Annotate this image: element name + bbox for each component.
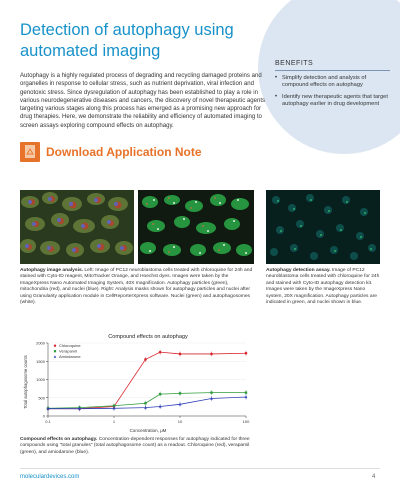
page-title: Detection of autophagy using automated imaging	[20, 21, 234, 60]
caption-text: Concentration-dependent responses for autophagy indicated for three compounds using "total granules" (total autophagosome count) as a readout. Chloroquine (red), verapamil (green), and amiodarone (blue).	[20, 437, 250, 455]
benefits-box	[275, 60, 393, 113]
bullet-icon: •	[275, 75, 278, 81]
data-point	[179, 392, 181, 394]
page-number: 4	[372, 474, 376, 480]
legend-label: Amiodarone	[59, 354, 81, 359]
figure-caption-compound-effects	[20, 437, 256, 456]
y-tick-label: 1000	[36, 377, 45, 382]
caption-text: Image of PC12 neuroblastoma cells treated with chloroquine for 24h and stained with Cyto-ID autophagy detection kit. Images were taken by the ImageXpress Nano system, 20X magnification. Autophagy particles are indicated in green, and nuclei shown in blue.	[266, 268, 380, 306]
caption-bold: Compound effects on autophagy.	[20, 437, 98, 442]
data-point	[210, 353, 213, 356]
data-point	[245, 352, 248, 355]
x-tick-label: 1	[112, 419, 116, 424]
microscopy-image-analysis-masks	[138, 190, 254, 264]
compound-effects-chart	[20, 330, 256, 435]
y-tick-label: 1500	[36, 358, 45, 364]
data-point	[159, 351, 162, 354]
data-point	[210, 391, 212, 393]
microscopy-image-cells	[20, 190, 134, 264]
x-tick-label: 100	[242, 419, 250, 424]
footer-url-link[interactable]: moleculardevices.com	[20, 474, 80, 480]
intro-paragraph: Autophagy is a highly regulated process of degrading and recycling damaged proteins and organelles in response to cellular stress, such as nutrient deprivation, viral infection and genotoxic stress. Since dysregulation of autophagy has been established to play a role in various neurodegenerative diseases and cancers, the discovery of novel therapeutic agents targeting various stages along this process has emerged as a promising new approach for drug therapies. Here, we demonstrate the reliability and efficiency of automated imaging to screen assays exploring compound effects on autophagy.	[20, 73, 266, 129]
figure-caption-detection-assay	[266, 268, 382, 306]
chart-ylabel: Total autophagosome counts	[23, 355, 28, 409]
benefits-list-item	[275, 75, 393, 90]
legend-marker	[54, 350, 56, 352]
chart-title: Compound effects on autophagy	[108, 334, 188, 340]
legend-label: Chloroquine	[59, 343, 81, 348]
benefit-text: Simplify detection and analysis of compound effects on autophagy	[282, 75, 367, 89]
caption-bold: Autophagy image analysis.	[20, 268, 84, 273]
download-label: Download Application Note	[46, 145, 202, 159]
data-point	[159, 393, 161, 395]
benefits-title: BENEFITS	[275, 60, 314, 67]
data-point	[245, 391, 247, 393]
benefit-text: Identify new therapeutic agents that target autophagy earlier in drug development	[282, 93, 388, 108]
x-tick-label: 0.1	[45, 419, 51, 424]
chart-xlabel: Concentration, μM	[129, 428, 167, 433]
figure-caption-image-analysis	[20, 268, 256, 306]
y-tick-label: 0	[42, 413, 45, 419]
legend-marker	[54, 345, 56, 347]
data-point	[144, 402, 146, 404]
download-application-note-link[interactable]	[20, 142, 202, 162]
benefits-list-item	[275, 94, 393, 109]
microscopy-image-detection-assay	[266, 190, 380, 264]
bullet-icon: •	[275, 93, 278, 100]
benefits-list	[275, 75, 393, 109]
caption-text: Left: Image of PC12 neuroblastoma cells treated with chloroquine for 24h and stained with Cyto-ID reagent, MitoTracker Orange, and Hoechst dyes. Images were taken by the ImageXpress Nano Automated Imaging System, 40X magnification. Autophagy particles (green), mitochondria (red), and nuclei (blue). Right: Analysis masks shown for autophagy particles and nuclei after using Granularity application module in CellReporterXpress software. Nuclei (green) and autophagosomes (white).	[20, 268, 253, 306]
benefits-divider	[275, 70, 390, 71]
data-point	[179, 353, 182, 356]
footer-divider	[20, 468, 380, 469]
caption-bold: Autophagy detection assay.	[266, 268, 331, 273]
y-tick-label: 500	[38, 395, 45, 401]
y-tick-label: 2000	[36, 340, 45, 346]
data-point	[144, 358, 147, 361]
pdf-document-icon	[20, 142, 40, 162]
legend-label: Verapamil	[59, 348, 77, 354]
x-tick-label: 10	[177, 419, 183, 424]
